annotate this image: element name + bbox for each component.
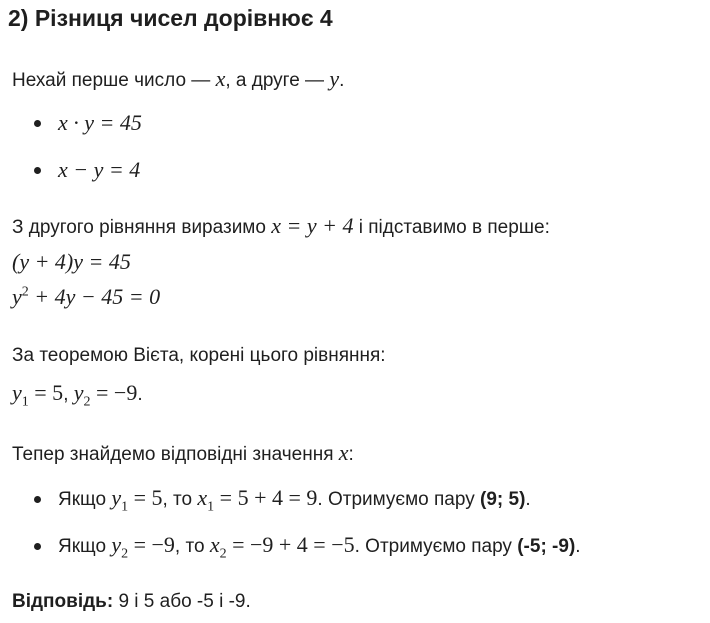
intro-text-1: Нехай перше число — <box>12 70 216 91</box>
intro-text-2: , а друге — <box>225 70 330 91</box>
bullet-icon <box>34 543 41 550</box>
intro-text-3: . <box>339 70 345 91</box>
pair-1: (9; 5) <box>480 489 526 510</box>
intro-var-y: y <box>329 66 340 91</box>
derived-equation-1: (y + 4)y = 45 <box>12 249 131 274</box>
equation-product: x · y = 45 <box>58 110 142 135</box>
pair-2: (-5; -9) <box>517 536 576 557</box>
bullet-icon <box>34 496 41 503</box>
case-2-text: Якщо $y_2 = -9$, то $x_2 = -9 + 4 = -5$. Отримуємо пару (-5; -9). <box>58 532 581 562</box>
intro-sentence <box>12 66 344 92</box>
equation-difference: x − y = 4 <box>58 157 141 182</box>
answer-text: 9 і 5 або -5 і -9. <box>113 591 251 612</box>
bullet-icon <box>34 120 41 127</box>
section-title: 2) Різниця чисел дорівнює 4 <box>8 5 333 31</box>
answer-line <box>12 591 251 613</box>
vieta-roots: $y_1 = 5$, $y_2 = -9$. <box>12 380 143 410</box>
derived-equation-2: $y^2 + 4y - 45 = 0$ <box>12 284 161 309</box>
vieta-sentence: За теоремою Вієта, корені цього рівняння: <box>12 345 386 366</box>
bullet-icon <box>34 167 41 174</box>
substitution-text-2: і підставимо в перше: <box>353 217 550 238</box>
intro-var-x: x <box>215 66 226 91</box>
substitution-expr: x = y + 4 <box>271 213 354 238</box>
substitution-text-1: З другого рівняння виразимо <box>12 217 272 238</box>
answer-label: Відповідь: <box>12 591 114 612</box>
substitution-sentence <box>12 213 550 239</box>
case-1-text: Якщо $y_1 = 5$, то $x_1 = 5 + 4 = 9$. Отримуємо пару (9; 5). <box>58 485 531 515</box>
find-sentence: Тепер знайдемо відповідні значення x: <box>12 440 354 465</box>
